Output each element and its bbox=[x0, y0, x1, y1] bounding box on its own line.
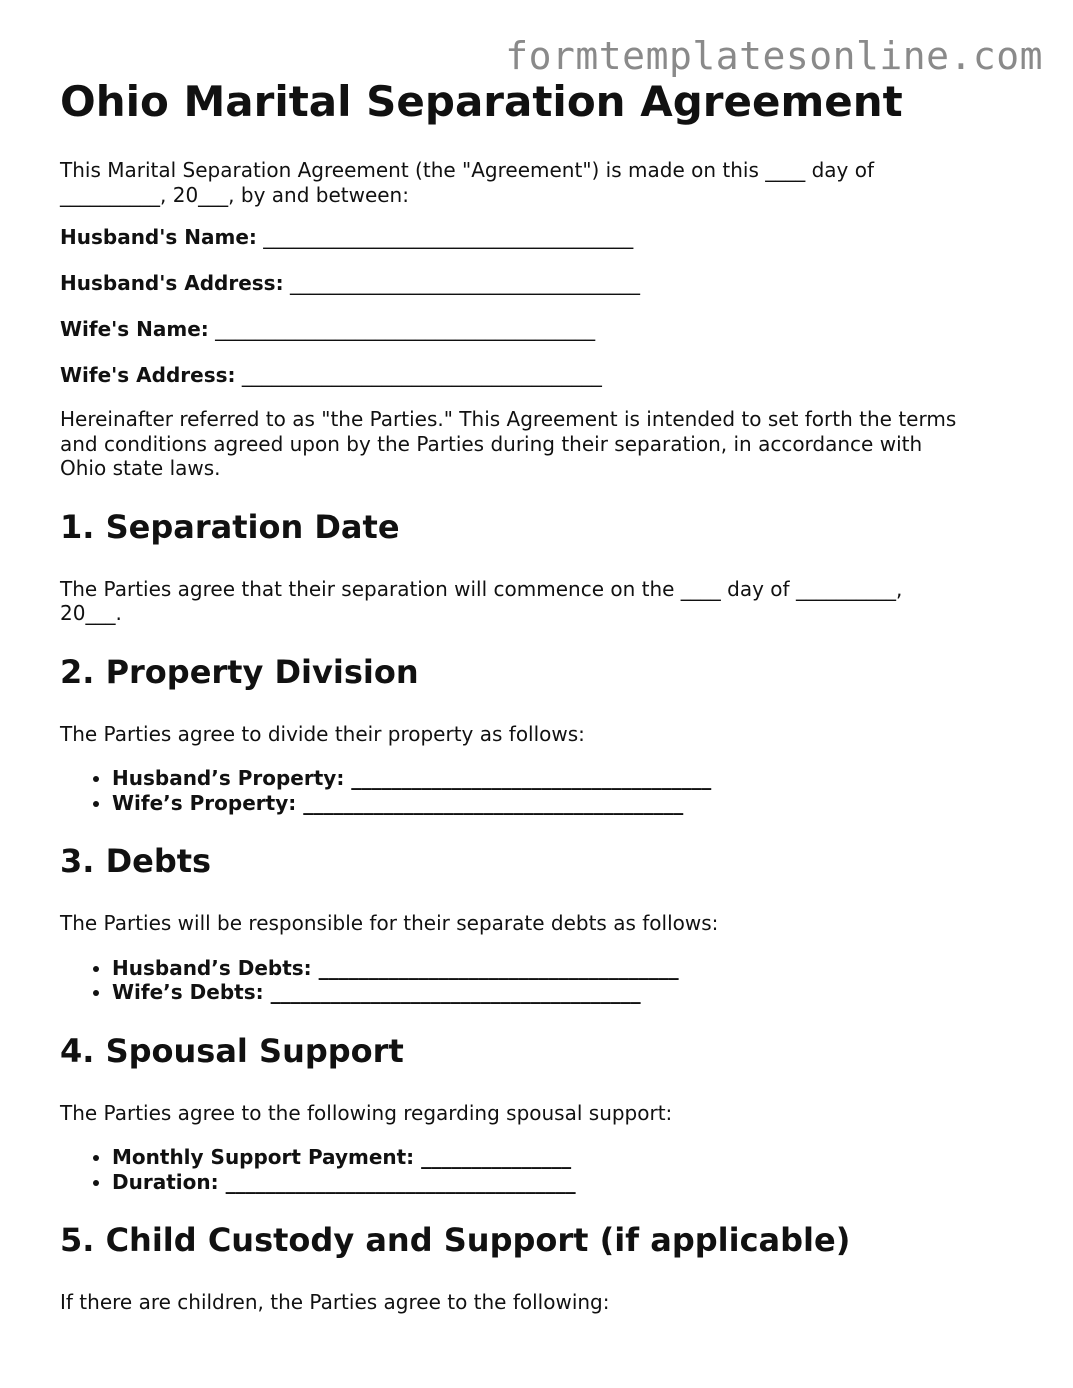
list-item-husband-debts[interactable] bbox=[112, 956, 1020, 981]
item-label: Monthly Support Payment: bbox=[112, 1145, 415, 1169]
property-list bbox=[60, 766, 1020, 815]
item-blank[interactable]: _____________________________________ bbox=[270, 980, 641, 1004]
item-blank[interactable]: _______________ bbox=[421, 1145, 572, 1169]
section-text: The Parties agree to divide their property as follows: bbox=[60, 721, 585, 746]
section-text-line-2: 20___. bbox=[60, 601, 122, 625]
wife-name-field[interactable] bbox=[60, 317, 1020, 341]
section-text bbox=[60, 577, 1020, 626]
field-blank[interactable]: _____________________________________ bbox=[263, 225, 634, 249]
field-blank[interactable]: ______________________________________ bbox=[215, 317, 596, 341]
watermark: formtemplatesonline.com bbox=[505, 34, 1043, 78]
item-blank[interactable]: ____________________________________ bbox=[318, 955, 679, 980]
section-text-line-1: The Parties agree that their separation will commence on the ____ day of __________, bbox=[60, 576, 903, 601]
field-blank[interactable]: ___________________________________ bbox=[289, 271, 640, 295]
item-blank[interactable]: ____________________________________ bbox=[351, 766, 712, 790]
parties-line-2: and conditions agreed upon by the Parties during their separation, in accordance with bbox=[60, 431, 923, 456]
list-item-wife-debts[interactable] bbox=[112, 980, 1020, 1005]
husband-address-field[interactable] bbox=[60, 271, 1020, 295]
document-page bbox=[60, 76, 1020, 1315]
list-item-wife-property[interactable] bbox=[112, 791, 1020, 816]
spousal-support-list bbox=[60, 1145, 1020, 1194]
field-label: Wife's Address: bbox=[60, 363, 236, 387]
husband-name-field[interactable] bbox=[60, 225, 1020, 249]
item-label: Wife’s Property: bbox=[112, 790, 297, 815]
field-blank[interactable]: ____________________________________ bbox=[241, 363, 602, 387]
section-text: If there are children, the Parties agree to the following: bbox=[60, 1290, 610, 1314]
section-heading-separation-date: 1. Separation Date bbox=[60, 507, 400, 546]
item-blank[interactable]: ______________________________________ bbox=[303, 790, 684, 815]
wife-address-field[interactable] bbox=[60, 363, 1020, 387]
item-blank[interactable]: ___________________________________ bbox=[225, 1169, 576, 1194]
debts-list bbox=[60, 956, 1020, 1005]
field-label: Wife's Name: bbox=[60, 317, 209, 341]
intro-paragraph bbox=[60, 158, 1020, 207]
list-item-monthly-payment[interactable] bbox=[112, 1145, 1020, 1170]
parties-line-1: Hereinafter referred to as "the Parties." This Agreement is intended to set forth the terms bbox=[60, 407, 957, 431]
section-text: The Parties will be responsible for their separate debts as follows: bbox=[60, 911, 719, 935]
list-item-husband-property[interactable] bbox=[112, 766, 1020, 791]
item-label: Husband’s Property: bbox=[112, 766, 345, 790]
item-label: Husband’s Debts: bbox=[112, 955, 312, 980]
section-heading-debts: 3. Debts bbox=[60, 842, 212, 880]
section-heading-property-division: 2. Property Division bbox=[60, 652, 419, 691]
section-text: The Parties agree to the following regarding spousal support: bbox=[60, 1100, 673, 1125]
item-label: Duration: bbox=[112, 1169, 219, 1194]
field-label: Husband's Address: bbox=[60, 271, 284, 295]
parties-line-3: Ohio state laws. bbox=[60, 456, 221, 480]
item-label: Wife’s Debts: bbox=[112, 980, 264, 1004]
field-label: Husband's Name: bbox=[60, 225, 257, 249]
section-heading-spousal-support: 4. Spousal Support bbox=[60, 1031, 404, 1070]
intro-line-1: This Marital Separation Agreement (the "Agreement") is made on this ____ day of bbox=[60, 158, 875, 182]
document-title: Ohio Marital Separation Agreement bbox=[60, 77, 903, 126]
list-item-duration[interactable] bbox=[112, 1170, 1020, 1195]
intro-line-2: __________, 20___, by and between: bbox=[60, 182, 409, 207]
parties-paragraph bbox=[60, 407, 1020, 481]
section-heading-child-custody: 5. Child Custody and Support (if applicable) bbox=[60, 1221, 851, 1259]
